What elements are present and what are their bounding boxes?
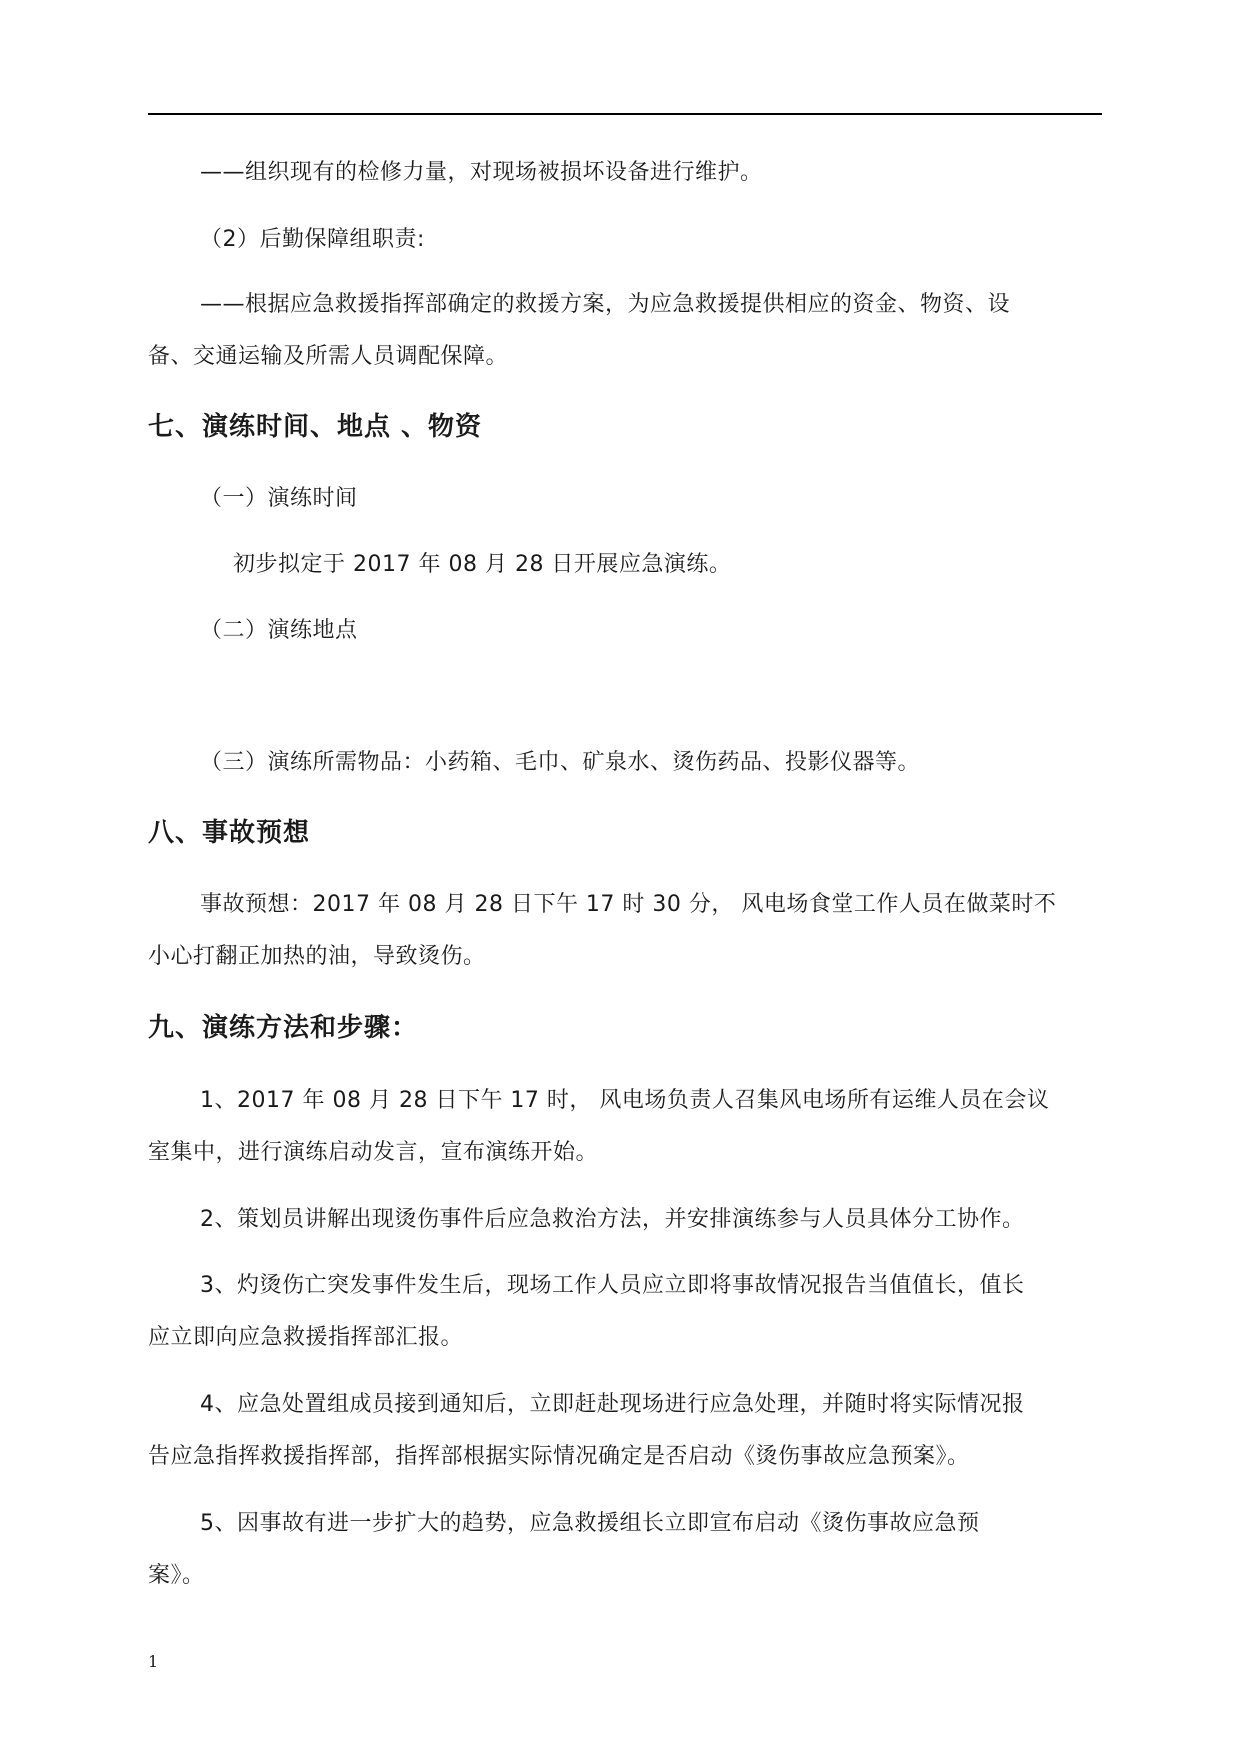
step-3-line1: 3、灼烫伤亡突发事件发生后，现场工作人员应立即将事故情况报告当值值长，值长 — [200, 1273, 1025, 1298]
paragraph-logistics-line2: 备、交通运输及所需人员调配保障。 — [148, 344, 509, 369]
drill-location-label: （二）演练地点 — [200, 618, 358, 643]
drill-time-label: （一）演练时间 — [200, 486, 358, 511]
step-3-line2: 应立即向应急救援指挥部汇报。 — [148, 1325, 464, 1350]
drill-supplies: （三）演练所需物品：小药箱、毛巾、矿泉水、烫伤药品、投影仪器等。 — [200, 750, 921, 775]
step-1-line2: 室集中，进行演练启动发言，宣布演练开始。 — [148, 1140, 599, 1165]
page-number: 1 — [148, 1652, 159, 1671]
step-1-line1: 1、2017 年 08 月 28 日下午 17 时， 风电场负责人召集风电场所有运维人员在会议 — [200, 1088, 1050, 1113]
step-4-line2: 告应急指挥救援指挥部，指挥部根据实际情况确定是否启动《烫伤事故应急预案》。 — [148, 1444, 970, 1469]
paragraph-maintenance: ——组织现有的检修力量，对现场被损坏设备进行维护。 — [200, 160, 763, 185]
step-5-line2: 案》。 — [148, 1563, 205, 1588]
section-8-heading: 八、事故预想 — [148, 818, 311, 848]
paragraph-logistics-title: （2）后勤保障组职责: — [200, 227, 425, 252]
section-9-heading: 九、演练方法和步骤： — [148, 1013, 419, 1043]
paragraph-logistics-line1: ——根据应急救援指挥部确定的救援方案，为应急救援提供相应的资金、物资、设 — [200, 292, 1011, 317]
accident-scenario-line1: 事故预想：2017 年 08 月 28 日下午 17 时 30 分， 风电场食堂工作人员在做菜时不 — [200, 892, 1057, 917]
section-7-heading: 七、演练时间、地点 、物资 — [148, 412, 483, 442]
document-page — [148, 0, 1102, 1755]
step-4-line1: 4、应急处置组成员接到通知后，立即赶赴现场进行应急处理，并随时将实际情况报 — [200, 1392, 1025, 1417]
drill-time-text: 初步拟定于 2017 年 08 月 28 日开展应急演练。 — [233, 552, 732, 577]
step-5-line1: 5、因事故有进一步扩大的趋势，应急救援组长立即宣布启动《烫伤事故应急预 — [200, 1511, 980, 1536]
accident-scenario-line2: 小心打翻正加热的油，导致烫伤。 — [148, 944, 486, 969]
step-2: 2、策划员讲解出现烫伤事件后应急救治方法，并安排演练参与人员具体分工协作。 — [200, 1207, 1025, 1232]
